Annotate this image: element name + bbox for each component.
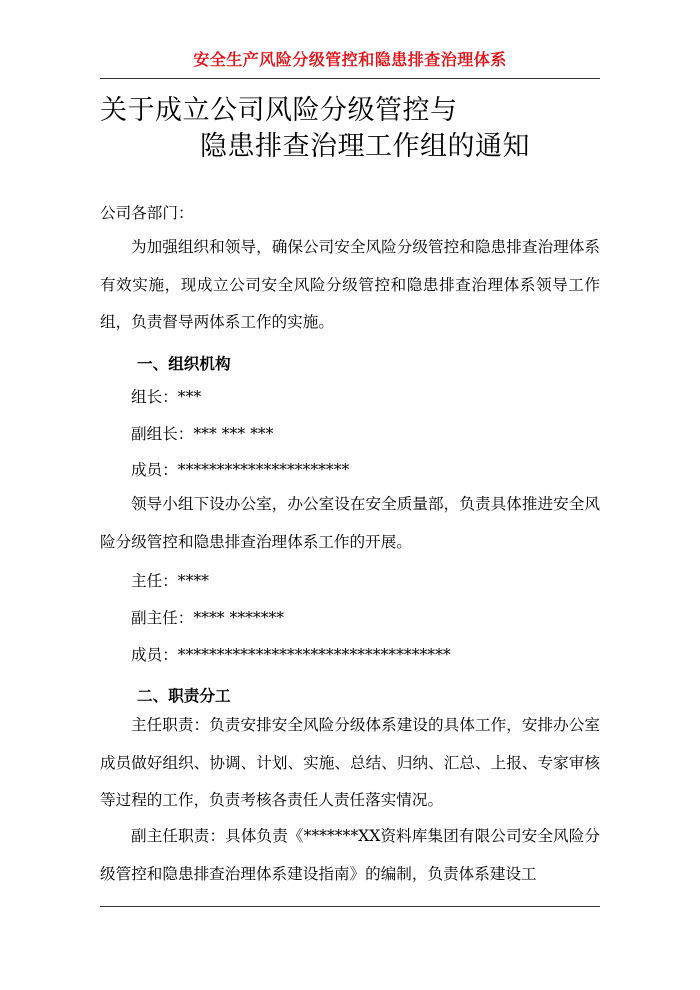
office-members-line: 成员：*********************************** [131,646,451,664]
intro-paragraph: 为加强组织和领导，确保公司安全风险分级管控和隐患排查治理体系有效实施，现成立公司安全风险分级管控和隐患排查治理体系领导工作组，负责督导两体系工作的实施。 [100,238,600,331]
header-title: 安全生产风险分级管控和隐患排查治理体系 [193,50,507,69]
section-heading-organization: 一、组织机构 [137,355,231,373]
director-duty-paragraph: 主任职责：负责安排安全风险分级体系建设的具体工作，安排办公室成员做好组织、协调、计划、实施、总结、归纳、汇总、上报、专家审核等过程的工作，负责考核各责任人责任落实情况。 [100,716,600,809]
director-line: 主任：**** [131,572,209,590]
salutation: 公司各部门： [100,204,194,222]
leader-line: 组长：*** [131,388,202,406]
deputy-director-line: 副主任：**** ******* [131,609,285,627]
section-heading-duties: 二、职责分工 [137,687,231,705]
document-title-line-2: 隐患排查治理工作组的通知 [200,131,530,162]
office-note-paragraph: 领导小组下设办公室，办公室设在安全质量部，负责具体推进安全风险分级管控和隐患排查治理体系工作的开展。 [100,495,600,551]
footer-divider [100,906,600,907]
deputy-duty-paragraph: 副主任职责：具体负责《*******XX资料库集团有限公司安全风险分级管控和隐患排查治理体系建设指南》的编制，负责体系建设工 [100,827,600,883]
document-title-line-1: 关于成立公司风险分级管控与 [100,95,458,126]
members-line: 成员：********************** [131,461,350,479]
deputy-leader-line: 副组长：*** *** *** [131,425,274,443]
header-divider [100,78,600,79]
